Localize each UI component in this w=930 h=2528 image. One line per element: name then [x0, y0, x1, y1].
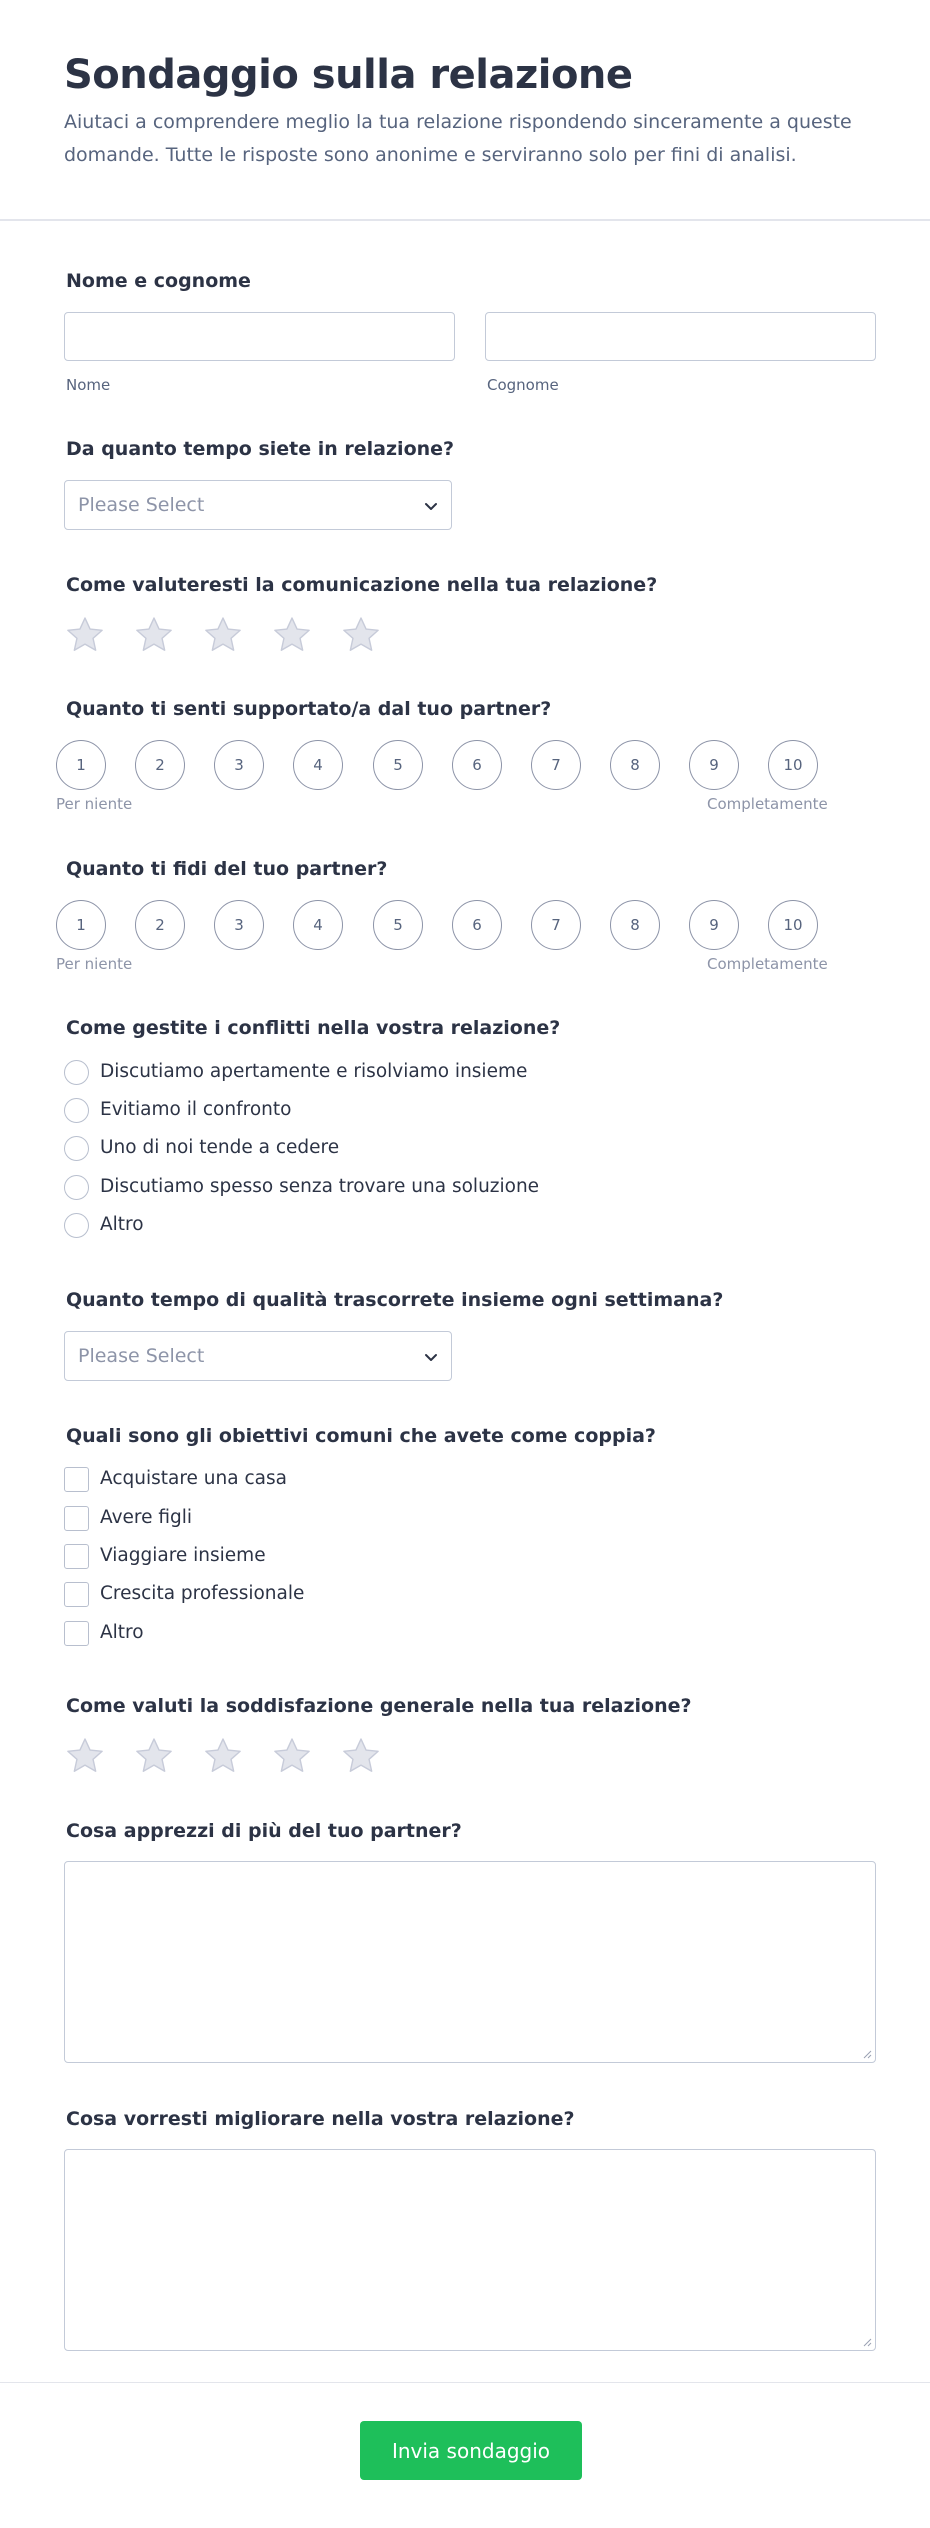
duration-select-value: Please Select [78, 494, 205, 516]
support-scale-option[interactable]: 6 [452, 740, 502, 790]
question-label-trust: Quanto ti fidi del tuo partner? [66, 858, 388, 880]
goals-checkbox-option[interactable] [64, 1580, 764, 1608]
question-label-improve: Cosa vorresti migliorare nella vostra relazione? [66, 2108, 575, 2130]
appreciate-textarea[interactable] [64, 1861, 876, 2063]
checkbox[interactable] [64, 1621, 89, 1646]
support-scale-high-label: Completamente [707, 795, 828, 813]
quality-time-select[interactable] [64, 1331, 452, 1381]
goals-checkbox-option[interactable] [64, 1542, 764, 1570]
goals-checkbox-option[interactable] [64, 1619, 764, 1647]
trust-scale-option[interactable]: 7 [531, 900, 581, 950]
chevron-down-icon [423, 1349, 439, 1365]
trust-scale-low-label: Per niente [56, 955, 133, 973]
radio-option-label: Evitiamo il confronto [100, 1099, 292, 1120]
question-label-appreciate: Cosa apprezzi di più del tuo partner? [66, 1820, 462, 1842]
question-label-communication: Come valuteresti la comunicazione nella tua relazione? [66, 574, 658, 596]
resize-grip-icon[interactable] [860, 2335, 872, 2347]
radio-option-label: Uno di noi tende a cedere [100, 1137, 340, 1158]
conflict-radio-option[interactable] [64, 1211, 764, 1239]
duration-select[interactable] [64, 480, 452, 530]
support-scale-option[interactable]: 10 [768, 740, 818, 790]
conflict-radio-option[interactable] [64, 1134, 764, 1162]
question-label-duration: Da quanto tempo siete in relazione? [66, 438, 455, 460]
trust-scale-option[interactable]: 10 [768, 900, 818, 950]
radio-option-label: Altro [100, 1214, 144, 1235]
trust-scale-high-label: Completamente [707, 955, 828, 973]
question-label-conflict: Come gestite i conflitti nella vostra relazione? [66, 1017, 561, 1039]
submit-button[interactable]: Invia sondaggio [360, 2421, 582, 2480]
trust-scale-option[interactable]: 9 [689, 900, 739, 950]
form-header [0, 0, 930, 221]
first-name-sublabel: Nome [66, 376, 111, 394]
last-name-field[interactable] [485, 312, 876, 361]
support-scale-option[interactable]: 8 [610, 740, 660, 790]
trust-scale-option[interactable]: 4 [293, 900, 343, 950]
star-icon[interactable] [133, 1735, 175, 1777]
radio-option-label: Discutiamo spesso senza trovare una soluzione [100, 1176, 540, 1197]
checkbox-option-label: Viaggiare insieme [100, 1545, 266, 1566]
support-scale-option[interactable]: 1 [56, 740, 106, 790]
improve-textarea[interactable] [64, 2149, 876, 2351]
conflict-radio-option[interactable] [64, 1058, 764, 1086]
star-icon[interactable] [340, 614, 382, 656]
question-label-quality-time: Quanto tempo di qualità trascorrete insieme ogni settimana? [66, 1289, 724, 1311]
resize-grip-icon[interactable] [860, 2047, 872, 2059]
support-scale-low-label: Per niente [56, 795, 133, 813]
trust-scale-option[interactable]: 1 [56, 900, 106, 950]
question-label-support: Quanto ti senti supportato/a dal tuo partner? [66, 698, 552, 720]
radio-button[interactable] [64, 1175, 89, 1200]
goals-checkbox-option[interactable] [64, 1465, 764, 1493]
checkbox[interactable] [64, 1544, 89, 1569]
last-name-sublabel: Cognome [487, 376, 559, 394]
checkbox-option-label: Avere figli [100, 1507, 193, 1528]
checkbox[interactable] [64, 1467, 89, 1492]
star-icon[interactable] [133, 614, 175, 656]
support-scale-option[interactable]: 2 [135, 740, 185, 790]
question-label-name: Nome e cognome [66, 270, 251, 292]
star-icon[interactable] [271, 614, 313, 656]
trust-scale-option[interactable]: 5 [373, 900, 423, 950]
support-scale-option[interactable]: 5 [373, 740, 423, 790]
communication-star-rating [64, 614, 404, 656]
trust-scale-option[interactable]: 6 [452, 900, 502, 950]
radio-button[interactable] [64, 1213, 89, 1238]
chevron-down-icon [423, 498, 439, 514]
radio-button[interactable] [64, 1136, 89, 1161]
star-icon[interactable] [340, 1735, 382, 1777]
goals-checkbox-option[interactable] [64, 1504, 764, 1532]
conflict-radio-option[interactable] [64, 1096, 764, 1124]
trust-scale-option[interactable]: 3 [214, 900, 264, 950]
star-icon[interactable] [202, 1735, 244, 1777]
support-scale-option[interactable]: 7 [531, 740, 581, 790]
star-icon[interactable] [202, 614, 244, 656]
page-description: Aiutaci a comprendere meglio la tua relazione rispondendo sinceramente a queste domande. Tutte le risposte sono anonime e serviranno solo per fini di analisi. [64, 111, 852, 166]
support-scale-option[interactable]: 4 [293, 740, 343, 790]
star-icon[interactable] [64, 1735, 106, 1777]
satisfaction-star-rating [64, 1735, 404, 1777]
star-icon[interactable] [271, 1735, 313, 1777]
support-scale-option[interactable]: 9 [689, 740, 739, 790]
trust-scale-option[interactable]: 8 [610, 900, 660, 950]
question-label-goals: Quali sono gli obiettivi comuni che avete come coppia? [66, 1425, 656, 1447]
footer-divider [0, 2382, 930, 2383]
conflict-radio-option[interactable] [64, 1173, 764, 1201]
quality-time-select-value: Please Select [78, 1345, 205, 1367]
checkbox-option-label: Acquistare una casa [100, 1468, 287, 1489]
checkbox[interactable] [64, 1582, 89, 1607]
checkbox[interactable] [64, 1506, 89, 1531]
radio-button[interactable] [64, 1098, 89, 1123]
first-name-field[interactable] [64, 312, 455, 361]
checkbox-option-label: Altro [100, 1622, 144, 1643]
checkbox-option-label: Crescita professionale [100, 1583, 305, 1604]
support-scale-option[interactable]: 3 [214, 740, 264, 790]
radio-button[interactable] [64, 1060, 89, 1085]
trust-scale-option[interactable]: 2 [135, 900, 185, 950]
question-label-satisfaction: Come valuti la soddisfazione generale nella tua relazione? [66, 1695, 692, 1717]
page-title: Sondaggio sulla relazione [64, 52, 633, 98]
star-icon[interactable] [64, 614, 106, 656]
radio-option-label: Discutiamo apertamente e risolviamo insieme [100, 1061, 528, 1082]
